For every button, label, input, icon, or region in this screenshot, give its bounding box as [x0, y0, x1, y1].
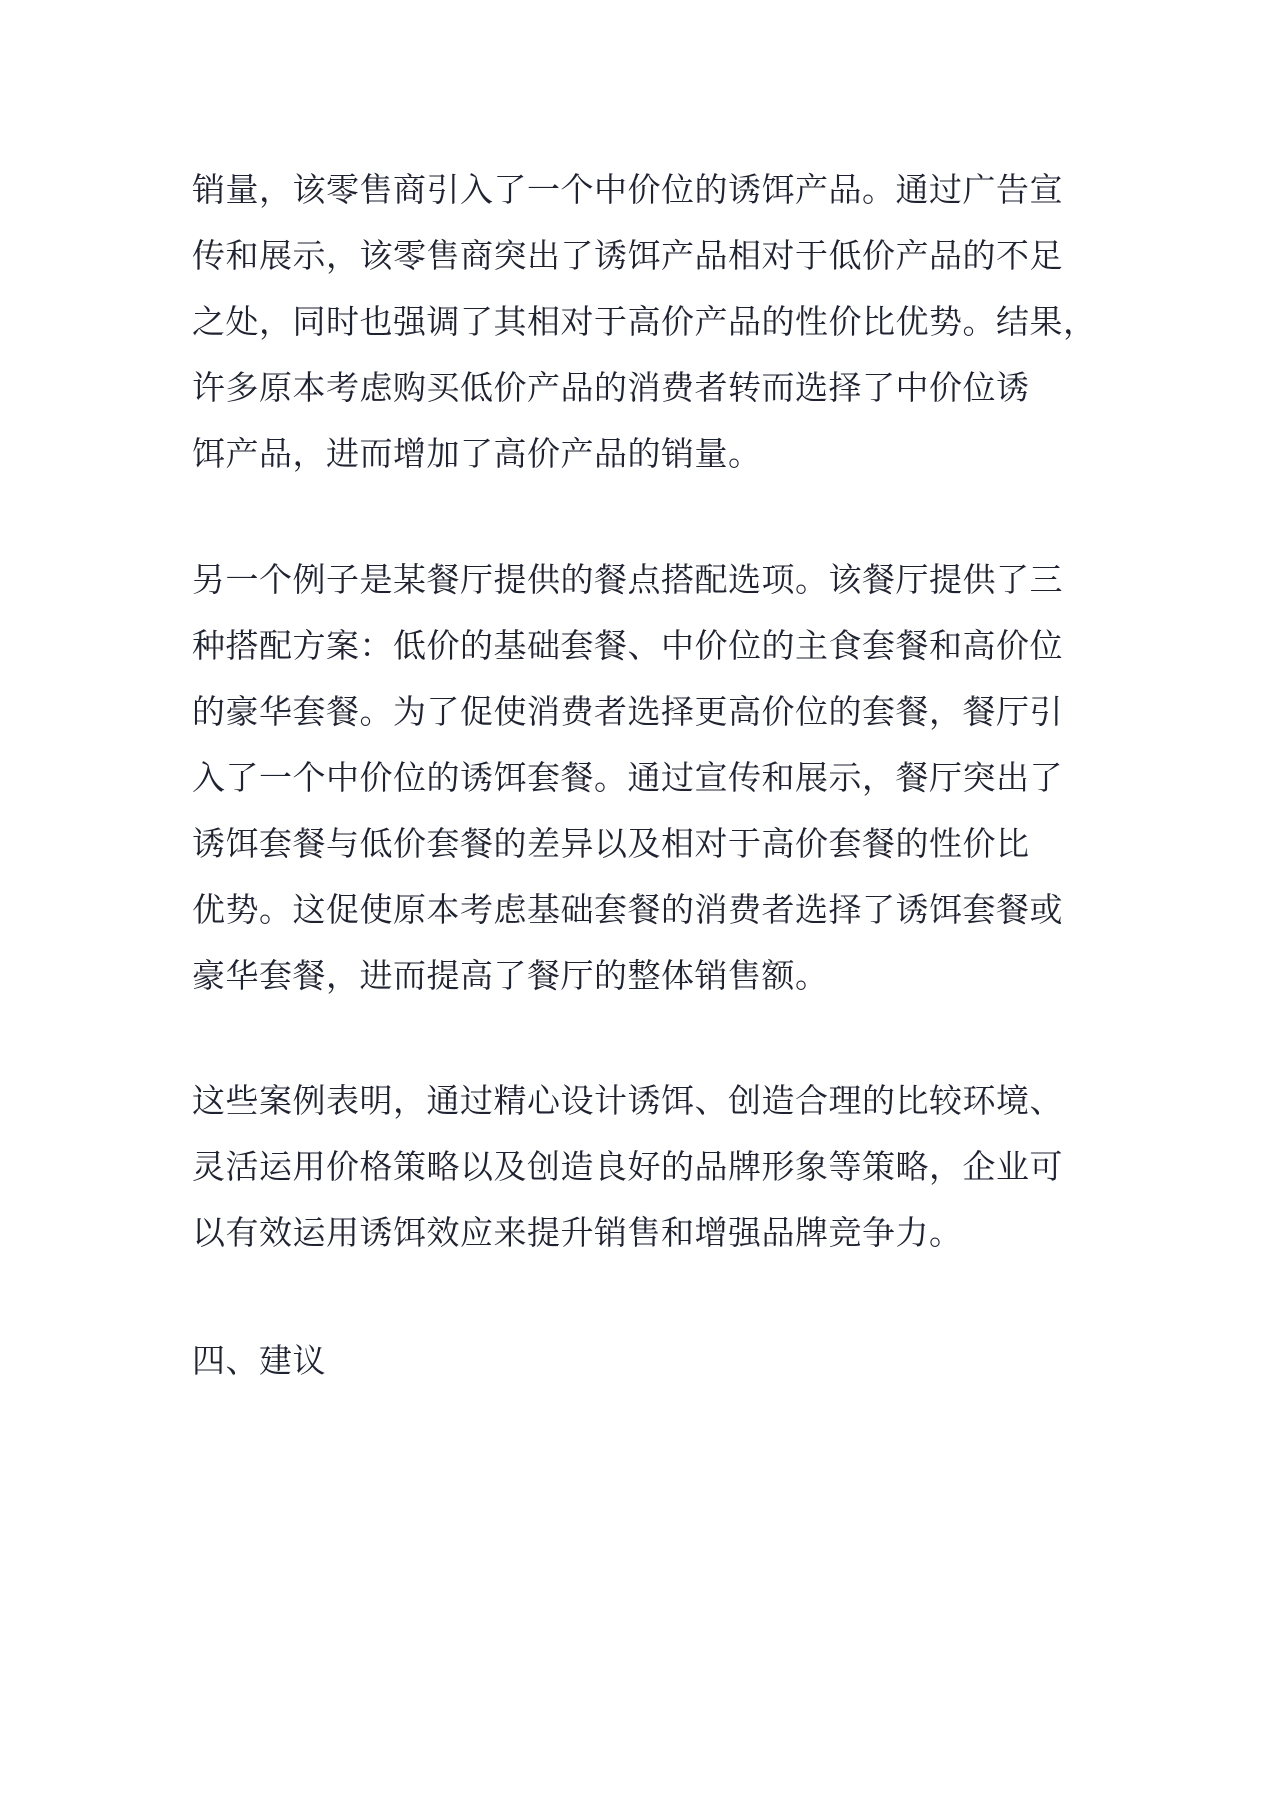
paragraph-line: 的豪华套餐。为了促使消费者选择更高价位的套餐，餐厅引: [192, 692, 1063, 731]
paragraph-line: 优势。这促使原本考虑基础套餐的消费者选择了诱饵套餐或: [192, 890, 1063, 929]
paragraph-line: 饵产品，进而增加了高价产品的销量。: [192, 434, 762, 473]
paragraph-line: 销量，该零售商引入了一个中价位的诱饵产品。通过广告宣: [192, 170, 1063, 209]
paragraph-conclusion: [192, 1068, 1063, 1266]
paragraph-line: 这些案例表明，通过精心设计诱饵、创造合理的比较环境、: [192, 1081, 1063, 1120]
paragraph-line: 另一个例子是某餐厅提供的餐点搭配选项。该餐厅提供了三: [192, 560, 1063, 599]
paragraph-retailer-example: [192, 157, 1097, 487]
paragraph-line: 灵活运用价格策略以及创造良好的品牌形象等策略，企业可: [192, 1147, 1063, 1186]
section-heading: [192, 1328, 326, 1394]
paragraph-line: 诱饵套餐与低价套餐的差异以及相对于高价套餐的性价比: [192, 824, 1030, 863]
paragraph-line: 许多原本考虑购买低价产品的消费者转而选择了中价位诱: [192, 368, 1030, 407]
paragraph-line: 之处，同时也强调了其相对于高价产品的性价比优势。结果，: [192, 302, 1097, 341]
paragraph-restaurant-example: [192, 547, 1063, 1009]
section-heading-text: 四、建议: [192, 1341, 326, 1380]
paragraph-line: 传和展示，该零售商突出了诱饵产品相对于低价产品的不足: [192, 236, 1063, 275]
paragraph-line: 豪华套餐，进而提高了餐厅的整体销售额。: [192, 956, 829, 995]
paragraph-line: 种搭配方案：低价的基础套餐、中价位的主食套餐和高价位: [192, 626, 1063, 665]
paragraph-line: 入了一个中价位的诱饵套餐。通过宣传和展示，餐厅突出了: [192, 758, 1063, 797]
paragraph-line: 以有效运用诱饵效应来提升销售和增强品牌竞争力。: [192, 1213, 963, 1252]
